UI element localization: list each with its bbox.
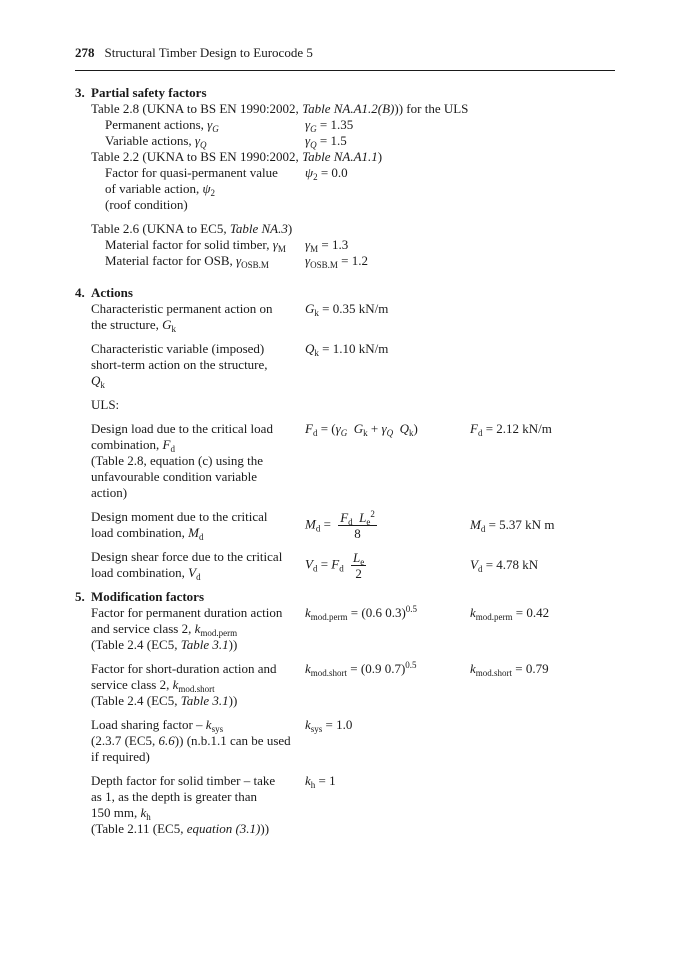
section-actions <box>75 285 615 581</box>
kmod-short-row: Factor for short-duration action and service class 2, $k_{mod.short}$ (Table 2.4 (EC5, Table 3.1)) $k_{mod.short} = (0.9$ 0.7)$^{0.5}$ $k_{mod.short} = 0.79$ <box>91 660 549 708</box>
section-heading: 3. Partial safety factors <box>75 85 207 100</box>
section-heading: 5. Modification factors <box>75 589 205 604</box>
design-moment-equation: $M_d$ = $\frac{F_d L_e^2}{8}$ <box>305 508 375 541</box>
kmod-perm-row: Factor for permanent duration action and service class 2, $k_{mod.perm}$ (Table 2.4 (EC5, Table 3.1)) $k_{mod.perm} = (0.6$ 0.3)$^{0.5}$ $k_{mod.perm} = 0.42$ <box>91 604 550 652</box>
design-load-equation: $F_d = (\gamma_G$ $G_k + \gamma_Q$ $Q_k$) <box>305 421 418 438</box>
design-moment-row: Design moment due to the critical load combination, $M_d$ $M_d$ = $\frac{F_d L_e^2}{8}$ $M_d = 5.37$ kN m <box>91 508 555 542</box>
section-partial-safety-factors <box>75 85 615 269</box>
table-ref-2-8: Table 2.8 (UKNA to BS EN 1990:2002, Table NA.A1.2(B))) for the ULS <box>91 101 469 116</box>
variable-actions-row: Variable actions, $\gamma_Q$ $\gamma_Q = 1.5$ <box>105 133 347 150</box>
material-factor-solid-row: Material factor for solid timber, $\gamma_M$ $\gamma_M = 1.3$ <box>105 237 349 254</box>
table-ref-2-6: Table 2.6 (UKNA to EC5, Table NA.3) <box>91 221 293 236</box>
page-number: 278 <box>75 45 95 60</box>
permanent-actions-row: Permanent actions, $\gamma_G$ $\gamma_G = 1.35$ <box>105 117 354 134</box>
ksys-row: Load sharing factor – $k_{sys}$ (2.3.7 (EC5, 6.6)) (n.b.1.1 can be used if required) $k_{sys} = 1.0$ <box>91 717 353 764</box>
header-rule <box>75 70 615 71</box>
kh-row: Depth factor for solid timber – take as 1, as the depth is greater than 150 mm, $k_h$ (Table 2.11 (EC5, equation (3.1))) $k_h = 1$ <box>91 773 336 836</box>
permanent-action-row: Characteristic permanent action on the structure, $G_k$ $G_k = 0.35$ kN/m <box>91 301 389 334</box>
uls-label: ULS: <box>91 397 120 412</box>
running-title: Structural Timber Design to Eurocode 5 <box>104 45 313 60</box>
design-shear-equation: $V_d = F_d$ $\frac{L_e}{2}$ <box>305 549 365 581</box>
section-heading: 4. Actions <box>75 285 133 300</box>
running-header <box>75 45 313 61</box>
material-factor-osb-row: Material factor for OSB, $\gamma_{OSB.M}$ $\gamma_{OSB.M} = 1.2$ <box>105 253 368 270</box>
variable-action-row: Characteristic variable (imposed) short-term action on the structure, $Q_k$ $Q_k = 1.10$ kN/m <box>91 341 389 390</box>
table-ref-2-2: Table 2.2 (UKNA to BS EN 1990:2002, Table NA.A1.1) <box>91 149 383 164</box>
document-body <box>75 85 615 845</box>
section-modification-factors <box>75 589 615 837</box>
design-load-row: Design load due to the critical load combination, $F_d$ (Table 2.8, equation (c) using the unfavourable condition variable action) $F_d = (\gamma_G$ $G_k + \gamma_Q$ $Q_k$) $F_d = 2.12$ kN/m <box>91 421 552 500</box>
design-shear-row: Design shear force due to the critical load combination, $V_d$ $V_d = F_d$ $\frac{L_e}{2}$ $V_d = 4.78$ kN <box>91 549 539 582</box>
quasi-permanent-row: Factor for quasi-permanent value of variable action, $\psi_2$ (roof condition) $\psi_2 = 0.0$ <box>105 165 348 212</box>
